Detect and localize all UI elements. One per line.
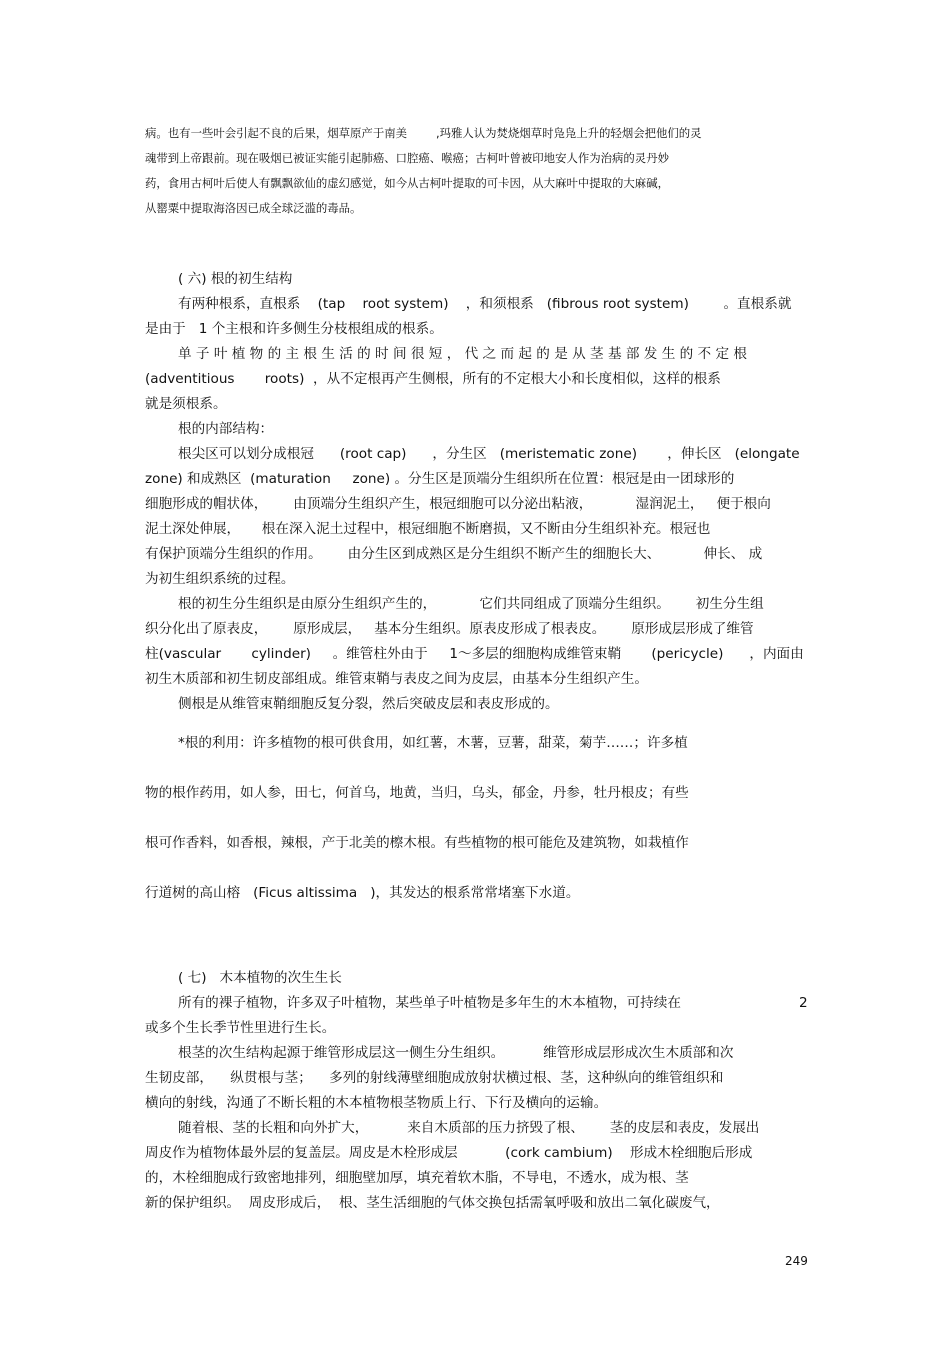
paragraph-line: 随着根、茎的长粗和向外扩大， 来自木质部的压力挤毁了根、 茎的皮层和表皮，发展出 [178,1120,760,1136]
section-heading: ( 六) 根的初生结构 [178,271,293,287]
paragraph-line: 初生木质部和初生韧皮部组成。维管束鞘与表皮之间为皮层，由基本分生组织产生。 [145,671,648,687]
paragraph-line: 细胞形成的帽状体， 由顶端分生组织产生，根冠细胞可以分泌出粘液， 湿润泥土， 便于根向 [145,496,771,512]
paragraph-line: zone) 和成熟区 (maturation zone) 。分生区是顶端分生组织所在位置：根冠是由一团球形的 [145,471,735,487]
paragraph-line: 根的内部结构： [178,421,274,437]
intro-line: 从罂粟中提取海洛因已成全球泛滥的毒品。 [145,201,362,215]
paragraph-line-number: 2 [799,995,808,1011]
paragraph-line: 所有的裸子植物，许多双子叶植物，某些单子叶植物是多年生的木本植物，可持续在 [178,995,681,1011]
paragraph-line: (adventitious roots) ，从不定根再产生侧根，所有的不定根大小和长度相似，这样的根系 [145,371,721,387]
paragraph-line: 泥土深处伸展， 根在深入泥土过程中，根冠细胞不断磨损，又不断由分生组织补充。根冠也 [145,521,711,537]
paragraph-line: 物的根作药用，如人参，田七，何首乌，地黄，当归，乌头，郁金，丹参，牡丹根皮；有些 [145,785,689,801]
paragraph-line: 柱(vascular cylinder) 。维管柱外由于 1～多层的细胞构成维管束鞘 (pericycle) ，内面由 [145,646,804,662]
intro-line: 病。也有一些叶会引起不良的后果，烟草原产于南美 ,玛雅人认为焚烧烟草时凫凫上升的轻烟会把他们的灵 [145,126,702,140]
paragraph-line: 根尖区可以划分成根冠 (root cap) ，分生区 (meristematic zone) ，伸长区 (elongate [178,446,800,462]
paragraph-line: 单 子 叶 植 物 的 主 根 生 活 的 时 间 很 短 ， 代 之 而 起 的 是 从 茎 基 部 发 生 的 不 定 根 [178,346,747,362]
paragraph-line: 根可作香料，如香根，辣根，产于北美的檫木根。有些植物的根可能危及建筑物，如栽植作 [145,835,689,851]
paragraph-line: 的，木栓细胞成行致密地排列，细胞壁加厚，填充着软木脂，不导电，不透水，成为根、茎 [145,1170,689,1186]
paragraph-line: 行道树的高山榕 (Ficus altissima )，其发达的根系常常堵塞下水道。 [145,885,580,901]
paragraph-line: 横向的射线，沟通了不断长粗的木本植物根茎物质上行、下行及横向的运输。 [145,1095,608,1111]
page-number: 249 [785,1254,808,1268]
section-heading: ( 七) 木本植物的次生生长 [178,970,342,986]
paragraph-line: 根茎的次生结构起源于维管形成层这一侧生分生组织。 维管形成层形成次生木质部和次 [178,1045,734,1061]
paragraph-line: 就是须根系。 [145,396,227,412]
paragraph-line: 新的保护组织。 周皮形成后， 根、茎生活细胞的气体交换包括需氧呼吸和放出二氧化碳废气， [145,1195,720,1211]
intro-line: 魂带到上帝跟前。现在吸烟已被证实能引起肺癌、口腔癌、喉癌；古柯叶曾被印地安人作为治病的灵丹妙 [145,151,669,165]
paragraph-line: 是由于 1 个主根和许多侧生分枝根组成的根系。 [145,321,443,337]
paragraph-line: 有保护顶端分生组织的作用。 由分生区到成熟区是分生组织不断产生的细胞长大、 伸长、 成 [145,546,763,562]
paragraph-line: 为初生组织系统的过程。 [145,571,295,587]
paragraph-line: 生韧皮部， 纵贯根与茎； 多列的射线薄壁细胞成放射状横过根、茎，这种纵向的维管组织和 [145,1070,724,1086]
paragraph-line: 织分化出了原表皮， 原形成层， 基本分生组织。原表皮形成了根表皮。 原形成层形成了维管 [145,621,754,637]
paragraph-line: 或多个生长季节性里进行生长。 [145,1020,336,1036]
paragraph-line: *根的利用：许多植物的根可供食用，如红薯，木薯，豆薯，甜菜，菊芋……；许多植 [178,735,688,751]
paragraph-line: 根的初生分生组织是由原分生组织产生的， 它们共同组成了顶端分生组织。 初生分生组 [178,596,764,612]
paragraph-line: 有两种根系，直根系 (tap root system) ，和须根系 (fibrous root system) 。直根系就 [178,296,792,312]
paragraph-line: 周皮作为植物体最外层的复盖层。周皮是木栓形成层 (cork cambium) 形成木栓细胞后形成 [145,1145,753,1161]
paragraph-line: 侧根是从维管束鞘细胞反复分裂，然后突破皮层和表皮形成的。 [178,696,559,712]
intro-line: 药，食用古柯叶后使人有飘飘欲仙的虚幻感觉，如今从古柯叶提取的可卡因，从大麻叶中提取的大麻碱， [145,176,669,190]
